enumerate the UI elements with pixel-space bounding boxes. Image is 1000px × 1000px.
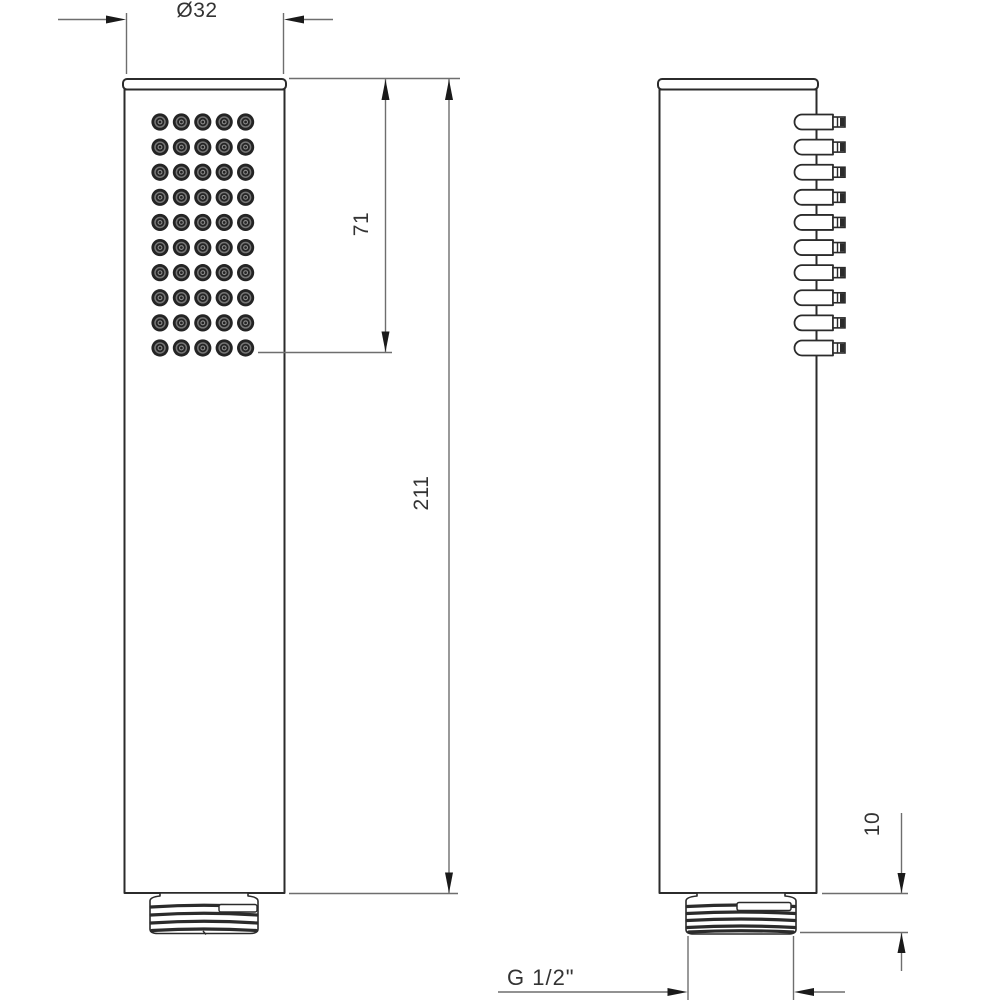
spray-nozzle (216, 113, 233, 130)
spray-nozzle (151, 113, 168, 130)
spray-nozzle (216, 139, 233, 156)
side-nozzle (795, 140, 845, 155)
spray-nozzle (237, 339, 254, 356)
spray-nozzle (237, 239, 254, 256)
spray-nozzle (173, 164, 190, 181)
dim-diameter (58, 0, 333, 74)
spray-nozzle (237, 264, 254, 281)
spray-nozzle (237, 289, 254, 306)
spray-nozzle (216, 189, 233, 206)
spray-nozzle (194, 339, 211, 356)
spray-nozzle (173, 214, 190, 231)
dim-thread-length-label: 10 (861, 811, 884, 837)
front-view (123, 79, 286, 935)
thread-ridge (151, 913, 257, 915)
spray-nozzle (151, 289, 168, 306)
spray-nozzle (216, 264, 233, 281)
spray-nozzle (194, 289, 211, 306)
spray-nozzle (237, 214, 254, 231)
spray-nozzle (237, 113, 254, 130)
arrowhead-up (445, 80, 453, 101)
spray-nozzle (216, 214, 233, 231)
side-nozzle (795, 290, 845, 305)
spray-nozzle (173, 339, 190, 356)
side-nozzle (795, 190, 845, 205)
side-nozzle (795, 265, 845, 280)
arrowhead-up (898, 933, 906, 953)
spray-nozzle (194, 214, 211, 231)
spray-nozzle (173, 189, 190, 206)
spray-nozzle (194, 139, 211, 156)
arrowhead-down (898, 873, 906, 893)
dim-total-length-label: 211 (410, 475, 433, 511)
dim-spray-face (258, 79, 460, 353)
spray-nozzle (216, 339, 233, 356)
spray-nozzle (194, 264, 211, 281)
arrowhead-down (382, 332, 390, 353)
spray-nozzle (237, 164, 254, 181)
thread-ridge (151, 921, 257, 923)
arrowhead-down (445, 873, 453, 894)
spray-nozzle (216, 164, 233, 181)
side-cap (658, 79, 818, 90)
thread-highlight (219, 905, 257, 913)
side-nozzle (795, 115, 845, 130)
spray-nozzle (151, 164, 168, 181)
arrowhead-up (382, 80, 390, 101)
spray-nozzle (173, 264, 190, 281)
side-nozzle (795, 340, 845, 355)
side-body (660, 90, 817, 894)
side-nozzle (795, 240, 845, 255)
dim-thread-size (498, 936, 845, 1000)
spray-nozzle (194, 239, 211, 256)
spray-nozzle (194, 189, 211, 206)
dim-diameter-label: Ø32 (176, 0, 218, 22)
spray-nozzle (216, 314, 233, 331)
side-view (658, 79, 845, 934)
spray-nozzle (151, 139, 168, 156)
dim-total-length (289, 79, 458, 894)
spray-nozzle (151, 314, 168, 331)
thread-ridge (689, 931, 793, 932)
spray-nozzle (151, 339, 168, 356)
spray-nozzle (173, 289, 190, 306)
front-cap (123, 79, 286, 90)
arrowhead-right (106, 16, 126, 24)
spray-nozzle (194, 164, 211, 181)
spray-nozzle (194, 113, 211, 130)
side-thread (686, 893, 796, 934)
spray-nozzle (237, 314, 254, 331)
thread-ridge (687, 912, 795, 914)
dim-thread-size-label: G 1/2" (507, 965, 575, 990)
dim-spray-face-label: 71 (350, 211, 373, 237)
spray-nozzle (151, 239, 168, 256)
arrowhead-right (668, 988, 688, 996)
spray-nozzle (151, 189, 168, 206)
spray-nozzle (173, 239, 190, 256)
arrowhead-left (794, 988, 814, 996)
side-nozzle (795, 315, 845, 330)
front-thread (150, 893, 258, 935)
spray-nozzle (194, 314, 211, 331)
thread-ridge (687, 919, 795, 921)
spray-nozzle (216, 289, 233, 306)
thread-ridge (687, 926, 795, 928)
spray-nozzle (237, 139, 254, 156)
spray-nozzle (237, 189, 254, 206)
spray-nozzle (173, 113, 190, 130)
thread-highlight (737, 903, 791, 911)
spray-nozzle (151, 264, 168, 281)
side-nozzle (795, 215, 845, 230)
spray-nozzle (173, 139, 190, 156)
spray-nozzle (173, 314, 190, 331)
side-nozzle (795, 165, 845, 180)
spray-nozzle (216, 239, 233, 256)
front-body (125, 90, 285, 894)
spray-nozzle (151, 214, 168, 231)
arrowhead-left (284, 16, 304, 24)
thread-ridge (152, 929, 256, 931)
